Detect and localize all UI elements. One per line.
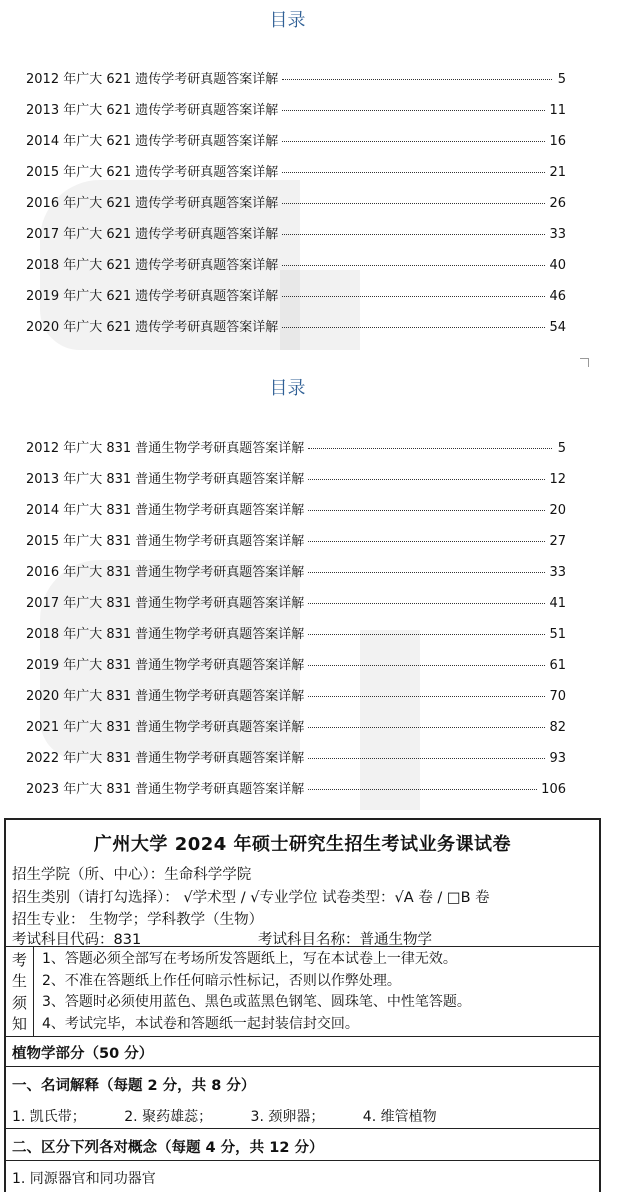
toc-entry[interactable] <box>26 68 566 99</box>
toc-list-biology <box>26 437 566 809</box>
divider <box>6 1066 599 1067</box>
toc-leader-dots <box>308 758 545 759</box>
toc-entry-label: 2020 年广大 621 遗传学考研真题答案详解 <box>26 320 279 335</box>
toc-entry-page: 26 <box>549 196 566 211</box>
toc-entry-page: 20 <box>549 503 566 518</box>
notice-item: 3、答题时必须使用蓝色、黑色或蓝黑色钢笔、圆珠笔、中性笔答题。 <box>42 994 471 1010</box>
toc-entry[interactable] <box>26 316 566 347</box>
toc-entry[interactable] <box>26 130 566 161</box>
toc-entry-label: 2012 年广大 831 普通生物学考研真题答案详解 <box>26 441 305 456</box>
divider <box>6 1160 599 1161</box>
toc-leader-dots <box>282 141 545 142</box>
toc-title-biology: 目录 <box>269 378 306 399</box>
toc-entry[interactable] <box>26 654 566 685</box>
toc-leader-dots <box>308 541 545 542</box>
toc-leader-dots <box>282 110 545 111</box>
toc-entry[interactable] <box>26 778 566 809</box>
toc-leader-dots <box>308 572 545 573</box>
exam-notice <box>6 946 599 1037</box>
toc-entry-page: 5 <box>557 441 566 456</box>
question-item: 1. 同源器官和同功器官 <box>12 1171 156 1187</box>
section-heading: 二、区分下列各对概念（每题 4 分，共 12 分） <box>12 1140 324 1156</box>
toc-entry-label: 2014 年广大 621 遗传学考研真题答案详解 <box>26 134 279 149</box>
toc-entry-label: 2013 年广大 621 遗传学考研真题答案详解 <box>26 103 279 118</box>
toc-leader-dots <box>308 789 537 790</box>
toc-entry-page: 12 <box>549 472 566 487</box>
term-item: 3. 颈卵器； <box>250 1109 325 1125</box>
toc-leader-dots <box>308 448 552 449</box>
toc-entry-page: 93 <box>549 751 566 766</box>
toc-title-genetics: 目录 <box>269 10 306 31</box>
toc-entry[interactable] <box>26 192 566 223</box>
exam-paper <box>4 818 601 1192</box>
toc-entry[interactable] <box>26 254 566 285</box>
toc-entry[interactable] <box>26 161 566 192</box>
toc-entry[interactable] <box>26 99 566 130</box>
term-item: 2. 聚药雄蕊； <box>124 1109 213 1125</box>
toc-leader-dots <box>282 265 545 266</box>
toc-entry-label: 2013 年广大 831 普通生物学考研真题答案详解 <box>26 472 305 487</box>
toc-entry-label: 2018 年广大 621 遗传学考研真题答案详解 <box>26 258 279 273</box>
toc-entry[interactable] <box>26 530 566 561</box>
toc-entry-page: 27 <box>549 534 566 549</box>
toc-leader-dots <box>308 696 545 697</box>
part-heading: 植物学部分（50 分） <box>12 1046 154 1062</box>
toc-entry-label: 2022 年广大 831 普通生物学考研真题答案详解 <box>26 751 305 766</box>
toc-entry-page: 54 <box>549 320 566 335</box>
page-corner-mark <box>580 358 589 367</box>
notice-label-char: 考 <box>11 951 27 970</box>
toc-entry-page: 70 <box>549 689 566 704</box>
toc-entry[interactable] <box>26 623 566 654</box>
notice-label <box>6 947 34 1036</box>
college-line: 招生学院（所、中心）：生命科学学院 <box>12 867 252 883</box>
toc-leader-dots <box>308 603 545 604</box>
toc-leader-dots <box>282 172 545 173</box>
toc-entry-page: 46 <box>549 289 566 304</box>
toc-entry-label: 2012 年广大 621 遗传学考研真题答案详解 <box>26 72 279 87</box>
toc-leader-dots <box>308 665 545 666</box>
toc-entry-label: 2018 年广大 831 普通生物学考研真题答案详解 <box>26 627 305 642</box>
toc-entry[interactable] <box>26 561 566 592</box>
term-item: 4. 维管植物 <box>362 1109 437 1125</box>
toc-entry-page: 40 <box>549 258 566 273</box>
notice-item: 2、不准在答题纸上作任何暗示性标记，否则以作弊处理。 <box>42 972 401 989</box>
category-line: 招生类别（请打勾选择）： √学术型 / √专业学位 试卷类型：√A 卷 / □B 卷 <box>12 890 490 906</box>
toc-entry[interactable] <box>26 223 566 254</box>
toc-entry-label: 2019 年广大 831 普通生物学考研真题答案详解 <box>26 658 305 673</box>
toc-entry[interactable] <box>26 747 566 778</box>
toc-entry-label: 2016 年广大 831 普通生物学考研真题答案详解 <box>26 565 305 580</box>
toc-entry-page: 33 <box>549 565 566 580</box>
toc-entry[interactable] <box>26 499 566 530</box>
toc-entry-page: 11 <box>549 103 566 118</box>
toc-entry-label: 2017 年广大 831 普通生物学考研真题答案详解 <box>26 596 305 611</box>
toc-leader-dots <box>282 296 545 297</box>
exam-title: 广州大学 2024 年硕士研究生招生考试业务课试卷 <box>93 834 512 855</box>
toc-entry-label: 2015 年广大 621 遗传学考研真题答案详解 <box>26 165 279 180</box>
notice-item: 1、答题必须全部写在考场所发答题纸上，写在本试卷上一律无效。 <box>42 951 457 967</box>
toc-entry-page: 5 <box>557 72 566 87</box>
toc-entry-page: 51 <box>549 627 566 642</box>
toc-entry[interactable] <box>26 468 566 499</box>
toc-entry[interactable] <box>26 437 566 468</box>
toc-entry[interactable] <box>26 685 566 716</box>
toc-entry-page: 33 <box>549 227 566 242</box>
toc-leader-dots <box>308 510 545 511</box>
toc-entry-page: 21 <box>549 165 566 180</box>
toc-entry-label: 2015 年广大 831 普通生物学考研真题答案详解 <box>26 534 305 549</box>
toc-entry-label: 2021 年广大 831 普通生物学考研真题答案详解 <box>26 720 305 735</box>
toc-entry-label: 2023 年广大 831 普通生物学考研真题答案详解 <box>26 782 305 797</box>
toc-leader-dots <box>308 727 545 728</box>
toc-entry-label: 2019 年广大 621 遗传学考研真题答案详解 <box>26 289 279 304</box>
toc-entry-label: 2014 年广大 831 普通生物学考研真题答案详解 <box>26 503 305 518</box>
toc-list-genetics <box>26 68 566 347</box>
toc-leader-dots <box>282 234 545 235</box>
notice-label-char: 须 <box>11 993 27 1012</box>
toc-entry-label: 2020 年广大 831 普通生物学考研真题答案详解 <box>26 689 305 704</box>
toc-leader-dots <box>282 79 552 80</box>
toc-entry-page: 106 <box>541 782 566 797</box>
toc-leader-dots <box>308 634 545 635</box>
toc-leader-dots <box>308 479 545 480</box>
toc-entry-page: 61 <box>549 658 566 673</box>
toc-entry[interactable] <box>26 285 566 316</box>
toc-entry-page: 41 <box>549 596 566 611</box>
toc-entry-label: 2017 年广大 621 遗传学考研真题答案详解 <box>26 227 279 242</box>
toc-entry[interactable] <box>26 716 566 747</box>
toc-entry[interactable] <box>26 592 566 623</box>
subject-code: 考试科目代码：831 <box>12 932 142 948</box>
subject-name: 考试科目名称：普通生物学 <box>258 932 432 948</box>
notice-label-char: 知 <box>11 1014 27 1033</box>
term-item: 1. 凯氏带； <box>12 1109 86 1125</box>
notice-item: 4、考试完毕，本试卷和答题纸一起封装信封交回。 <box>42 1015 359 1032</box>
major-line: 招生专业： 生物学；学科教学（生物） <box>12 912 264 928</box>
notice-items <box>42 949 471 1035</box>
notice-label-char: 生 <box>11 972 27 991</box>
section-heading: 一、名词解释（每题 2 分，共 8 分） <box>12 1078 256 1094</box>
toc-entry-page: 82 <box>549 720 566 735</box>
term-list <box>12 1106 471 1126</box>
toc-entry-page: 16 <box>549 134 566 149</box>
toc-leader-dots <box>282 327 545 328</box>
divider <box>6 1128 599 1129</box>
toc-entry-label: 2016 年广大 621 遗传学考研真题答案详解 <box>26 196 279 211</box>
toc-leader-dots <box>282 203 545 204</box>
